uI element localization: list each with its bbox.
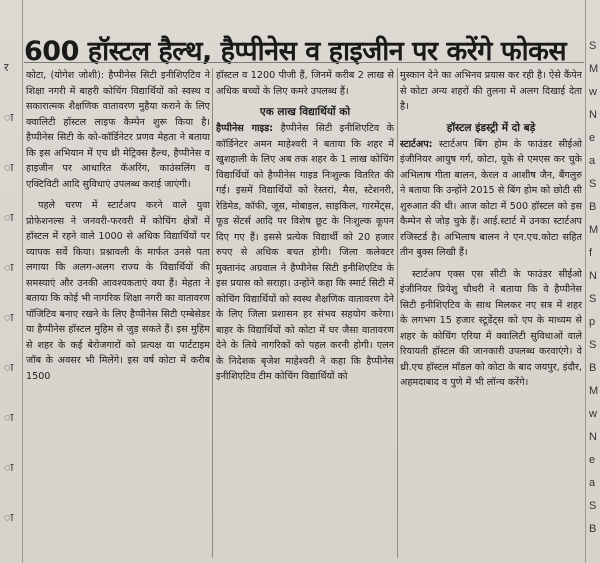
article-column-3 (400, 68, 582, 558)
edge-glyph: B (589, 201, 597, 213)
edge-glyph: N (589, 109, 597, 121)
edge-glyph: N (589, 431, 597, 443)
paragraph-body: हैप्पीनेस सिटी इनीशिएटिव के कॉर्डिनेटर अमन माहेश्वरी ने बताया कि शहर में खुशहाली के लिए अब तक शहर के 1 लाख कोचिंग विद्यार्थियों को हैप्पीनेस गाइड निःशुल्क वितरित की गई। इसमें विद्यार्थियों को रेस्तरां, मैस, स्टेशनरी, रेडिमेड, कॉफी, जूस, मोबाइल, साइकिल, गारमेंट्स, फूड सेंटर्स आदि पर विशेष छूट के निःशुल्क कूपन दिए गए हैं। इससे प्रत्येक विद्यार्थी को 20 हजार रुपए से अधिक बचत होगी। जिला कलेक्टर मुक्तानंद अग्रवाल ने हैप्पीनेस सिटी इनीशिएटिव के इस प्रयास को सराहा। उन्होंने कहा कि स्मार्ट सिटी में कोचिंग विद्यार्थियों को स्वस्थ शैक्षणिक वातावरण देने के लिए जिला प्रशासन हर संभव सहयोग करेगा। बाहर के विद्यार्थियों को कोटा में घर जैसा वातावरण देने के लिये नागरिकों को पहल करनी होगी। एलन के निदेशक बृजेश माहेश्वरी ने कहा कि हैप्पीनेस इनीशिएटिव टीम कोचिंग विद्यार्थियों को (216, 123, 394, 382)
lead-in-text: स्टार्टअप: (400, 138, 433, 150)
adjacent-column-left-edge (0, 0, 23, 563)
paragraph-intro: कोटा, (योगेश जोशी): हैप्पीनेस सिटी इनीशिएटिव ने शिक्षा नगरी में बाहरी कोचिंग विद्यार्थियों को स्वस्थ व सकारात्मक शैक्षणिक वातावरण मुहैया कराने के लिए क्वालिटी हॉस्टल लाइफ कैम्पेन शुरू किया है। हैप्पीनेस सिटी के को-कॉर्डिनेटर प्रणव मेहता ने बताया कि इस अभियान में एच थ्री मेट्रिक्स हैल्थ, हैप्पीनेस व हाइजीन पर आधारित कॅअरिंग, काउंसलिंग व एक्टिविटी आदि सुविधाएं उपलब्ध कराई जाएंगी। (26, 70, 210, 190)
edge-glyph: S (589, 178, 597, 190)
paragraph-hostels: हॉस्टल व 1200 पीजी हैं, जिनमें करीब 2 लाख से अधिक बच्चों के लिए कमरे उपलब्ध हैं। (216, 70, 394, 97)
edge-glyph: S (589, 500, 597, 512)
article-column-2 (216, 68, 394, 558)
edge-glyph: N (589, 270, 597, 282)
paragraph-happiness-guide (216, 121, 394, 385)
edge-glyph: M (589, 224, 599, 236)
paragraph-app-launch: स्टार्टअप एक्स एस सीटी के फाउंडर सीईओ इंजीनियर प्रियेशु चौधरी ने बताया कि वे हैप्पीनेस सिटी इनीशिएटिव के साथ मिलकर नए सत्र में शहर के लगभग 15 हजार स्टूडेंट्स को एप के माध्यम से शहर के कोचिंग एरिया में क्वालिटी सुविधाओं वाले रियायती हॉस्टल की जानकारी उपलब्ध करवाएंगे। वे थ्री.एच हॉस्टल मॉडल को कोटा के बाद जयपुर, इंदौर, अहमदाबाद व पुणे में भी लॉन्च करेंगे। (400, 268, 582, 388)
edge-glyph: ा (4, 411, 14, 424)
edge-glyph: ा (4, 511, 14, 524)
article-column-1 (26, 68, 210, 558)
edge-glyph: a (589, 477, 596, 489)
edge-glyph: ा (4, 111, 14, 124)
article-headline: 600 हॉस्टल हैल्थ, हैप्पीनेस व हाइजीन पर करेंगे फोकस (24, 36, 567, 68)
edge-glyph: M (589, 63, 599, 75)
column-divider (397, 68, 398, 558)
edge-glyph: B (589, 362, 597, 374)
edge-glyph: S (589, 40, 597, 52)
edge-glyph: ा (4, 461, 14, 474)
edge-glyph: ा (4, 311, 14, 324)
edge-glyph: f (589, 247, 593, 259)
edge-glyph: e (589, 132, 596, 144)
edge-glyph: B (589, 523, 597, 535)
edge-glyph: e (589, 454, 596, 466)
edge-glyph: a (589, 155, 596, 167)
subheading-happiness-guide: एक लाख विद्यार्थियों को (259, 106, 351, 118)
edge-glyph: w (589, 408, 597, 420)
edge-glyph: र (4, 61, 9, 74)
edge-glyph: p (589, 316, 596, 328)
paragraph-startups (400, 137, 582, 261)
edge-glyph: S (589, 293, 597, 305)
paragraph-smile: मुस्कान देने का अभिनव प्रयास कर रही है। ऐसे कैंपेन से कोटा अन्य शहरों की तुलना में अलग दिखाई देता है। (400, 70, 582, 112)
edge-glyph: ा (4, 161, 14, 174)
edge-glyph: M (589, 385, 599, 397)
edge-glyph: ा (4, 261, 14, 274)
edge-glyph: w (589, 86, 597, 98)
paragraph-body: स्टार्टअप बिंग होम के फाउंडर सीईओ इंजीनियर आयुष गर्ग, कोटा, यूके से एमएस कर चुके अभिलाष गीता बालन, केरल व आशीष जैन, बैंगलुरु ने बताया कि उन्होंने 2015 से बिंग होम को छोटी सी शुरुआत की थी। आज कोटा में 500 हॉस्टल को इस कैम्पेन से जोड़ चुके हैं। आई.स्टार्ट में उनका स्टार्टअप रजिस्टर्ड है। अभिलाष बालन ने एन.एच.कोटा सहित तीन बुक्स लिखी हैं। (400, 138, 582, 258)
subheading-startups: हॉस्टल इंडस्ट्री में दो बड़े (446, 121, 536, 134)
column-divider (212, 68, 213, 558)
edge-glyph: ा (4, 211, 14, 224)
lead-in-text: हैप्पीनेस गाइड: (216, 123, 274, 134)
paragraph-survey: पहले चरण में स्टार्टअप करने वाले युवा प्रोफेशनल्स ने जनवरी-फरवरी में कोचिंग क्षेत्रों में हॉस्टल में रहने वाले 1000 से अधिक विद्यार्थियों पर व्यापक सर्वे किया। प्रश्नावली के मार्फत उनसे पता लगाया कि अलग-अलग राज्य के विद्यार्थियों की समस्याएं और उनकी आवश्यकताएं क्या हैं। मेहता ने बताया कि कोई भी नागरिक शिक्षा नगरी का वातावरण पॉजिटिव बनाए रखने के लिए हैप्पीनेस सिटी एम्बेसेडर या हैप्पीनेस हॉस्टल मुहिम से जुड़ सकते हैं। इस मुहिम से शहर के कई बेरोजगारों को प्रत्यक्ष या पार्टटाइम जॉब के अवसर भी मिलेंगे। इस वर्ष कोटा में करीब 1500 (26, 200, 210, 382)
edge-glyph: S (589, 339, 597, 351)
headline-rule (24, 62, 584, 63)
edge-glyph: ा (4, 361, 14, 374)
adjacent-column-right-edge (585, 0, 600, 563)
